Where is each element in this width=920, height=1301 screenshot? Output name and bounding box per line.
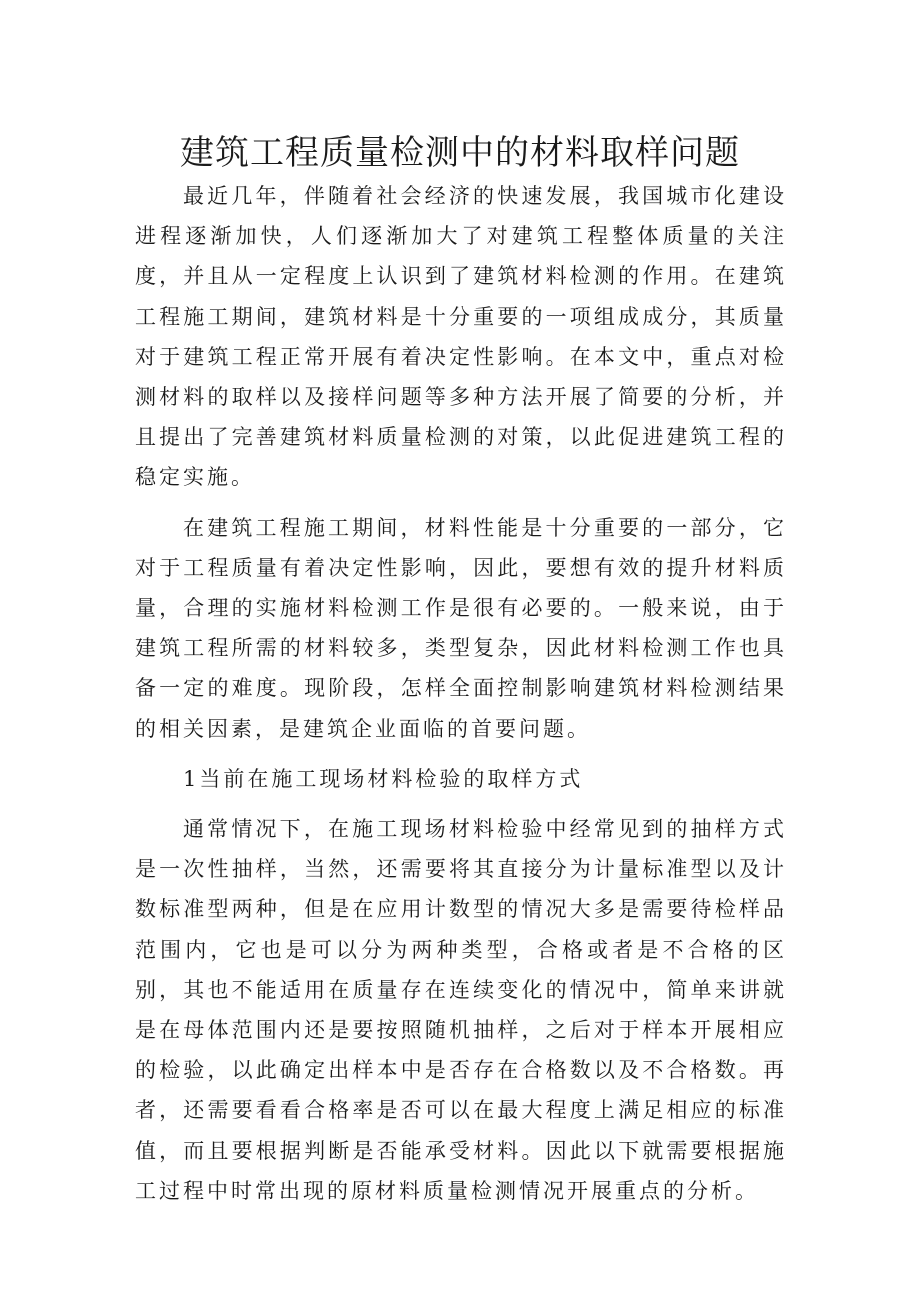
- paragraph-background: 在建筑工程施工期间，材料性能是十分重要的一部分，它对于工程质量有着决定性影响，因此，要想有效的提升材料质量，合理的实施材料检测工作是很有必要的。一般来说，由于建筑工程所需的材料较多，类型复杂，因此材料检测工作也具备一定的难度。现阶段，怎样全面控制影响建筑材料检测结果的相关因素，是建筑企业面临的首要问题。: [135, 515, 787, 741]
- paragraph-gap: [135, 749, 787, 759]
- document-title: 建筑工程质量检测中的材料取样问题: [180, 133, 740, 173]
- paragraph-sampling-methods: 通常情况下，在施工现场材料检验中经常见到的抽样方式是一次性抽样，当然，还需要将其直接分为计量标准型以及计数标准型两种，但是在应用计数型的情况大多是需要待检样品范围内，它也是可以分为两种类型，合格或者是不合格的区别，其也不能适用在质量存在连续变化的情况中，简单来讲就是在母体范围内还是要按照随机抽样，之后对于样本开展相应的检验，以此确定出样本中是否存在合格数以及不合格数。再者，还需要看看合格率是否可以在最大程度上满足相应的标准值，而且要根据判断是否能承受材料。因此以下就需要根据施工过程中时常出现的原材料质量检测情况开展重点的分析。: [135, 817, 787, 1203]
- paragraph-gap: [135, 498, 787, 508]
- paragraph-gap: [135, 799, 787, 809]
- section-heading: 1当前在施工现场材料检验的取样方式: [183, 766, 584, 791]
- paragraph-intro: 最近几年，伴随着社会经济的快速发展，我国城市化建设进程逐渐加快，人们逐渐加大了对建筑工程整体质量的关注度，并且从一定程度上认识到了建筑材料检测的作用。在建筑工程施工期间，建筑材料是十分重要的一项组成成分，其质量对于建筑工程正常开展有着决定性影响。在本文中，重点对检测材料的取样以及接样问题等多种方法开展了简要的分析，并且提出了完善建筑材料质量检测的对策，以此促进建筑工程的稳定实施。: [135, 184, 787, 490]
- document-body: [135, 176, 787, 1211]
